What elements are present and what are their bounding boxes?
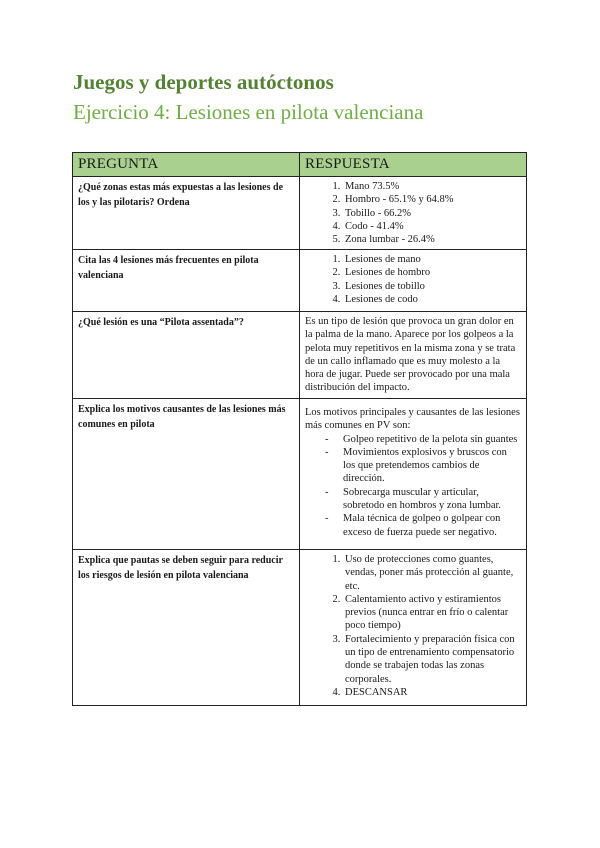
exercise-subtitle: Ejercicio 4: Lesiones en pilota valenciana bbox=[73, 100, 424, 124]
answer-cell bbox=[300, 399, 527, 550]
list-item: 3. Fortalecimiento y preparación física con un tipo de entrenamiento compensatorio donde se trabajen todas las zonas corporales. bbox=[343, 633, 521, 686]
list-item: 2. Hombro - 65.1% y 64.8% bbox=[343, 193, 521, 206]
question-cell: Cita las 4 lesiones más frecuentes en pilota valenciana bbox=[73, 250, 300, 312]
list-item: - Sobrecarga muscular y articular, sobretodo en hombros y zona lumbar. bbox=[343, 486, 521, 513]
list-item: 2. Lesiones de hombro bbox=[343, 266, 521, 279]
question-cell: Explica los motivos causantes de las lesiones más comunes en pilota bbox=[73, 399, 300, 550]
list-item: 2. Calentamiento activo y estiramientos previos (nunca entrar en frío o calentar poco tiempo) bbox=[343, 593, 521, 633]
answer-list bbox=[305, 433, 521, 539]
list-item: - Mala técnica de golpeo o golpear con exceso de fuerza puede ser negativo. bbox=[343, 512, 521, 539]
answer-cell bbox=[300, 550, 527, 706]
list-item: 5. Zona lumbar - 26.4% bbox=[343, 233, 521, 246]
list-item: 4. Codo - 41.4% bbox=[343, 220, 521, 233]
table-row bbox=[73, 312, 527, 399]
document-title: Juegos y deportes autóctonos bbox=[73, 70, 334, 94]
list-item: 4. Lesiones de codo bbox=[343, 293, 521, 306]
answer-list bbox=[305, 180, 521, 246]
header-answer: RESPUESTA bbox=[300, 153, 527, 177]
answer-cell bbox=[300, 250, 527, 312]
question-cell: Explica que pautas se deben seguir para reducir los riesgos de lesión en pilota valenciana bbox=[73, 550, 300, 706]
answer-cell bbox=[300, 312, 527, 399]
list-item: 3. Tobillo - 66.2% bbox=[343, 207, 521, 220]
answer-list bbox=[305, 553, 521, 699]
header-question: PREGUNTA bbox=[73, 153, 300, 177]
list-item: 1. Uso de protecciones como guantes, vendas, poner más protección al guante, etc. bbox=[343, 553, 521, 593]
answer-list bbox=[305, 253, 521, 306]
question-cell: ¿Qué lesión es una “Pilota assentada”? bbox=[73, 312, 300, 399]
list-item: - Movimientos explosivos y bruscos con los que pretendemos cambios de dirección. bbox=[343, 446, 521, 486]
table-row bbox=[73, 250, 527, 312]
qa-table bbox=[72, 152, 527, 706]
table-row bbox=[73, 550, 527, 706]
table-row bbox=[73, 399, 527, 550]
table-row bbox=[73, 177, 527, 250]
list-item: - Golpeo repetitivo de la pelota sin guantes bbox=[343, 433, 521, 446]
list-item: 3. Lesiones de tobillo bbox=[343, 280, 521, 293]
question-cell: ¿Qué zonas estas más expuestas a las lesiones de los y las pilotaris? Ordena bbox=[73, 177, 300, 250]
list-item: 4. DESCANSAR bbox=[343, 686, 521, 699]
answer-paragraph: Es un tipo de lesión que provoca un gran dolor en la palma de la mano. Aparece por los golpeos a la pelota muy repetitivos en la misma zona y se trata de un callo inflamado que es muy molesto a la hora de jugar. Puede ser provocado por una mala distribución del impacto. bbox=[305, 316, 516, 394]
table-header-row bbox=[73, 153, 527, 177]
list-item: 1. Lesiones de mano bbox=[343, 253, 521, 266]
answer-intro: Los motivos principales y causantes de las lesiones más comunes en PV son: bbox=[305, 407, 520, 432]
answer-cell bbox=[300, 177, 527, 250]
list-item: 1. Mano 73.5% bbox=[343, 180, 521, 193]
